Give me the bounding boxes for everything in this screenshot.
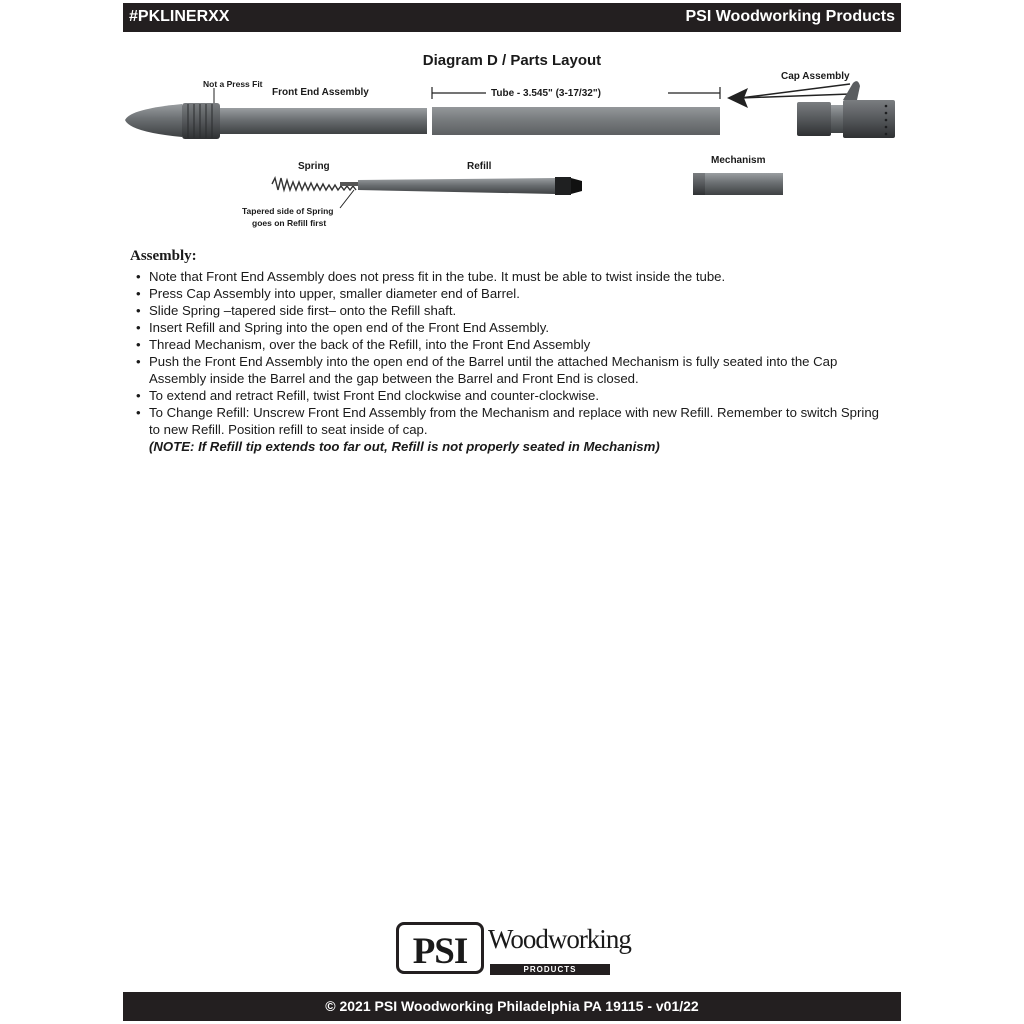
assembly-step: • To Change Refill: Unscrew Front End Assembly from the Mechanism and replace with new Refill. Remember to switch Spring to new Refill. Position refill to seat inside of cap. <box>130 404 890 438</box>
psi-logo-products: PRODUCTS <box>490 964 610 975</box>
psi-logo-woodworking: Woodworking <box>488 924 631 954</box>
refill <box>340 177 582 195</box>
product-code: #PKLINERXX <box>129 8 230 25</box>
psi-logo <box>394 920 634 980</box>
label-mechanism: Mechanism <box>711 155 766 166</box>
assembly-note <box>130 438 890 455</box>
mechanism <box>693 173 783 195</box>
diagram-title: Diagram D / Parts Layout <box>422 52 602 69</box>
label-front-end-assembly: Front End Assembly <box>272 87 369 98</box>
parts-layout-diagram <box>0 0 1024 240</box>
label-cap-assembly: Cap Assembly <box>781 71 850 82</box>
assembly-heading: Assembly: <box>130 248 197 264</box>
assembly-step: • Push the Front End Assembly into the open end of the Barrel until the attached Mechanism is fully seated into the Cap Assembly inside the Barrel and the gap between the Barrel and Front End is closed. <box>130 353 890 387</box>
psi-logo-box <box>396 922 484 974</box>
assembly-instructions <box>130 248 890 455</box>
front-end-assembly <box>125 103 427 139</box>
note-label: (NOTE <box>149 439 191 454</box>
label-tapered-2: goes on Refill first <box>252 218 327 228</box>
assembly-step: • To extend and retract Refill, twist Front End clockwise and counter-clockwise. <box>130 387 890 404</box>
label-tapered-1: Tapered side of Spring <box>242 206 334 216</box>
label-not-press-fit: Not a Press Fit <box>203 79 263 89</box>
assembly-step: • Thread Mechanism, over the back of the Refill, into the Front End Assembly <box>130 336 890 353</box>
label-tube: Tube - 3.545" (3-17/32") <box>491 88 601 99</box>
tube <box>432 107 720 135</box>
label-refill: Refill <box>467 161 492 172</box>
assembly-step: • Insert Refill and Spring into the open end of the Front End Assembly. <box>130 319 890 336</box>
footer-text: © 2021 PSI Woodworking Philadelphia PA 19115 - v01/22 <box>325 998 699 1014</box>
assembly-steps <box>130 268 890 438</box>
assembly-step: • Slide Spring –tapered side first– onto the Refill shaft. <box>130 302 890 319</box>
assembly-step: • Note that Front End Assembly does not press fit in the tube. It must be able to twist inside the tube. <box>130 268 890 285</box>
psi-logo-letters: PSI <box>412 931 468 972</box>
brand-name: PSI Woodworking Products <box>685 8 895 25</box>
label-spring: Spring <box>298 161 330 172</box>
footer-bar <box>123 992 901 1021</box>
assembly-step: • Press Cap Assembly into upper, smaller diameter end of Barrel. <box>130 285 890 302</box>
note-text: : If Refill tip extends too far out, Refill is not properly seated in Mechanism) <box>190 439 660 454</box>
tapered-pointer <box>340 190 354 208</box>
cap-arrow <box>740 84 850 98</box>
